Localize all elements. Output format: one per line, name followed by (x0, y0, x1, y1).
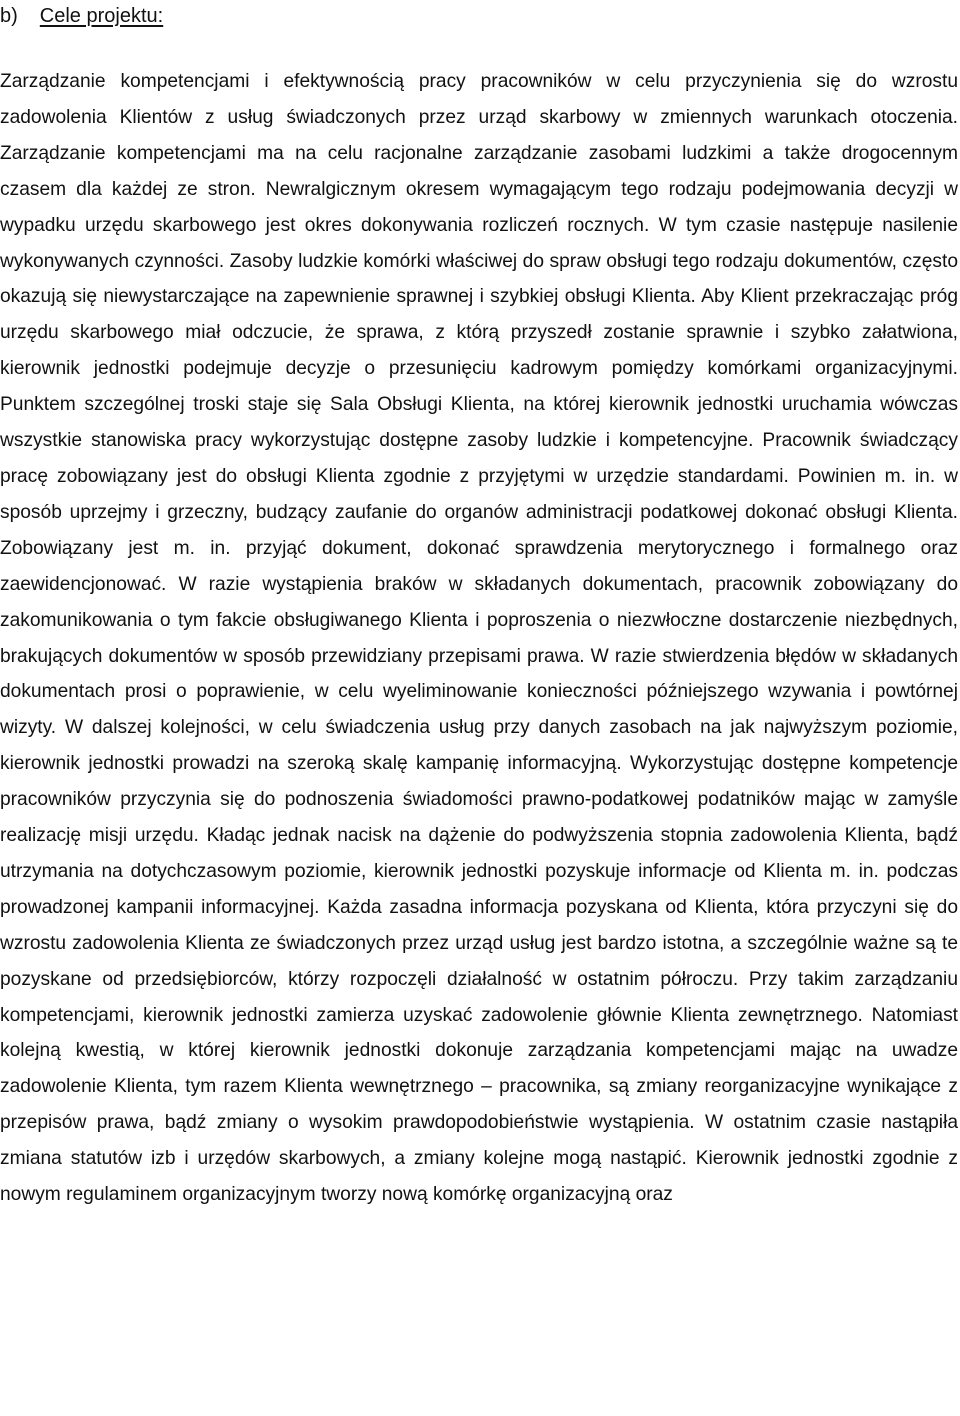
body-paragraph: Zarządzanie kompetencjami i efektywnością pracy pracowników w celu przyczynienia się do wzrostu zadowolenia Klientów z usług świadczonych przez urząd skarbowy w zmiennych warunkach otoczenia. Zarządzanie kompetencjami ma na celu racjonalne zarządzanie zasobami ludzkimi a także drogocennym czasem dla każdej ze stron. Newralgicznym okresem wymagającym tego rodzaju podejmowania decyzji w wypadku urzędu skarbowego jest okres dokonywania rozliczeń rocznych. W tym czasie następuje nasilenie wykonywanych czynności. Zasoby ludzkie komórki właściwej do spraw obsługi tego rodzaju dokumentów, często okazują się niewystarczające na zapewnienie sprawnej i szybkiej obsługi Klienta. Aby Klient przekraczając próg urzędu skarbowego miał odczucie, że sprawa, z którą przyszedł zostanie sprawnie i szybko załatwiona, kierownik jednostki podejmuje decyzje o przesunięciu kadrowym pomiędzy komórkami organizacyjnymi. Punktem szczególnej troski staje się Sala Obsługi Klienta, na której kierownik jednostki uruchamia wówczas wszystkie stanowiska pracy wykorzystując dostępne zasoby ludzkie i kompetencyjne. Pracownik świadczący pracę zobowiązany jest do obsługi Klienta zgodnie z przyjętymi w urzędzie standardami. Powinien m. in. w sposób uprzejmy i grzeczny, budzący zaufanie do organów administracji podatkowej dokonać obsługi Klienta. Zobowiązany jest m. in. przyjąć dokument, dokonać sprawdzenia merytorycznego i formalnego oraz zaewidencjonować. W razie wystąpienia braków w składanych dokumentach, pracownik zobowiązany do zakomunikowania o tym fakcie obsługiwanego Klienta i poproszenia o niezwłoczne dostarczenie niezbędnych, brakujących dokumentów w sposób przewidziany przepisami prawa. W razie stwierdzenia błędów w składanych dokumentach prosi o poprawienie, w celu wyeliminowanie konieczności późniejszego wzywania i powtórnej wizyty. W dalszej kolejności, w celu świadczenia usług przy danych zasobach na jak najwyższym poziomie, kierownik jednostki prowadzi na szeroką skalę kampanię informacyjną. Wykorzystując dostępne kompetencje pracowników przyczynia się do podnoszenia świadomości prawno-podatkowej podatników mając w zamyśle realizację misji urzędu. Kładąc jednak nacisk na dążenie do podwyższenia stopnia zadowolenia Klienta, bądź utrzymania na dotychczasowym poziomie, kierownik jednostki pozyskuje informacje od Klienta m. in. podczas prowadzonej kampanii informacyjnej. Każda zasadna informacja pozyskana od Klienta, która przyczyni się do wzrostu zadowolenia Klienta ze świadczonych przez urząd usług jest bardzo istotna, a szczególnie ważne są te pozyskane od przedsiębiorców, którzy rozpoczęli działalność w ostatnim półroczu. Przy takim zarządzaniu kompetencjami, kierownik jednostki zamierza uzyskać zadowolenie głównie Klienta zewnętrznego. Natomiast kolejną kwestią, w której kierownik jednostki dokonuje zarządzania kompetencjami mając na uwadze zadowolenie Klienta, tym razem Klienta wewnętrznego – pracownika, są zmiany reorganizacyjne wynikające z przepisów prawa, bądź zmiany o wysokim prawdopodobieństwie wystąpienia. W ostatnim czasie nastąpiła zmiana statutów izb i urzędów skarbowych, a zmiany kolejne mogą nastąpić. Kierownik jednostki zgodnie z nowym regulaminem organizacyjnym tworzy nową komórkę organizacyjną oraz (0, 71, 958, 1206)
section-title: Cele projektu: (39, 5, 164, 27)
section-marker: b) (0, 5, 18, 27)
section-heading (0, 2, 163, 30)
